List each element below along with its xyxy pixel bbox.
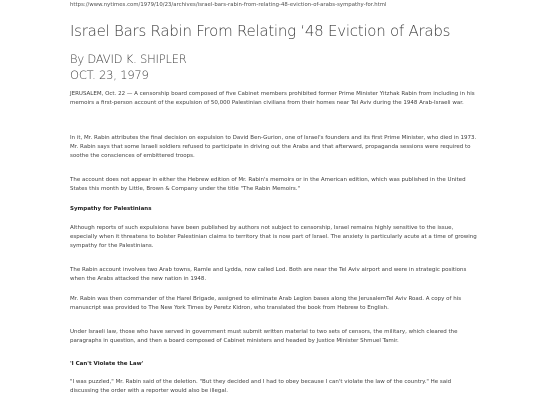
page-url[interactable]: https://www.nytimes.com/1979/10/23/archives/israel-bars-rabin-from-relating-48-eviction-of-arabs-sympathy-for.html	[70, 2, 387, 8]
paragraph: In it, Mr. Rabin attributes the final decision on expulsion to David Ben-Gurion, one of Israel's founders and its first Prime Minister, who died in 1973. Mr. Rabin says that some Israeli soldiers refused to participate in driving out the Arabs and that afterward, propaganda sessions were required to soothe the consciences of embittered troops.	[70, 135, 477, 160]
paragraph: JERUSALEM, Oct. 22 — A censorship board composed of five Cabinet members prohibited former Prime Minister Yitzhak Rabin from including in his memoirs a first-person account of the expulsion of 50,000 Palestinian civilians from their homes near Tel Aviv during the 1948 Arab-Israeli war.	[70, 91, 475, 107]
paragraph: The account does not appear in either the Hebrew edition of Mr. Rabin's memoirs or in the American edition, which was published in the United States this month by Little, Brown & Company under the title "The Rabin Memoirs."	[70, 177, 466, 193]
paragraph: Under Israeli law, those who have served in government must submit written material to two sets of censors, the military, which cleared the paragraphs in question, and then a board composed of Cabinet ministers and headed by Justice Minister Shmuel Tamir.	[70, 329, 458, 345]
paragraph: Although reports of such expulsions have been published by authors not subject to censorship, Israel remains highly sensitive to the issue, especially when it threatens to bolster Palestinian claims to territory that is now part of Israel. The anxiety is particularly acute at a time of growing sympathy for the Palestinians.	[70, 225, 477, 250]
subheading: Sympathy for Palestinians	[70, 206, 152, 212]
paragraph: Mr. Rabin was then commander of the Harel Brigade, assigned to eliminate Arab Legion bases along the JerusalemTel Aviv Road. A copy of his manuscript was provided to The New York Times by Peretz Kidron, who translated the book from Hebrew to English.	[70, 296, 462, 312]
article-byline: By DAVID K. SHIPLER	[70, 52, 187, 66]
paragraph: "I was puzzled," Mr. Rabin said of the deletion. "But they decided and I had to obey because I can't violate the law of the country." He said discussing the order with a reporter would also be illegal.	[70, 379, 452, 395]
subheading: 'I Can't Violate the Law'	[70, 361, 144, 367]
article-date: OCT. 23, 1979	[70, 68, 149, 82]
article-headline: Israel Bars Rabin From Relating ‘48 Eviction of Arabs	[70, 22, 451, 40]
paragraph: The Rabin account involves two Arab towns, Ramle and Lydda, now called Lod. Both are near the Tel Aviv airport and were in strategic positions when the Arabs attacked the new nation in 1948.	[70, 267, 467, 283]
